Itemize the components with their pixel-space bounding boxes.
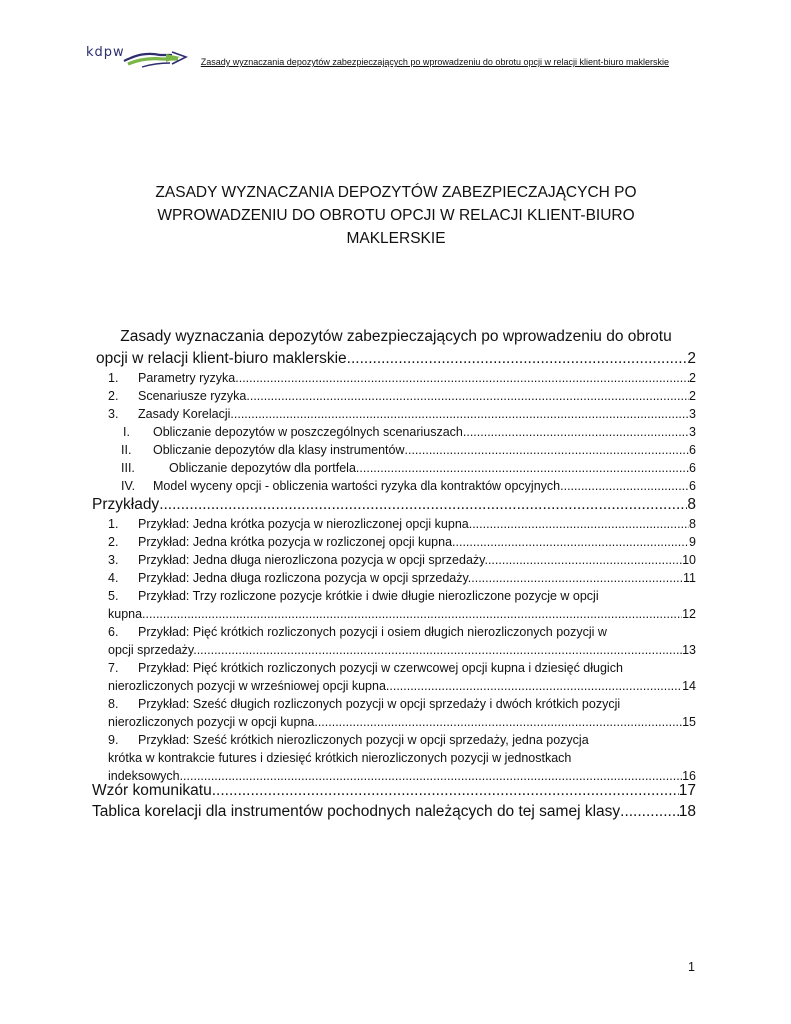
toc-entry-number: 6. <box>108 625 119 639</box>
dot-leader <box>472 517 689 531</box>
toc-entry-number: III. <box>121 461 135 475</box>
toc-entry-number: 3. <box>108 407 119 421</box>
toc-example-entry[interactable] <box>0 571 791 589</box>
toc-entry-text: Obliczanie depozytów w poszczególnych scenariuszach <box>153 425 463 439</box>
kdpw-logo <box>86 44 190 72</box>
toc-entry[interactable] <box>0 389 791 407</box>
toc-example-entry[interactable] <box>0 553 791 571</box>
toc-example-entry[interactable] <box>0 535 791 553</box>
toc-entry-line <box>108 769 696 783</box>
toc-entry-text: nierozliczonych pozycji w opcji kupna. <box>108 715 318 729</box>
toc-entry-line <box>138 517 696 531</box>
dot-leader <box>620 803 679 823</box>
document-title <box>96 181 696 250</box>
toc-entry-number: I. <box>123 425 130 439</box>
toc-entry-line <box>138 553 696 567</box>
toc-entry-number: 8. <box>108 697 119 711</box>
toc-example-entry[interactable] <box>0 625 791 661</box>
toc-entry-main-line2[interactable] <box>96 350 696 370</box>
dot-leader <box>471 571 683 585</box>
dot-leader <box>456 535 690 549</box>
toc-entry-line <box>138 571 696 585</box>
toc-entry-number: 7. <box>108 661 119 675</box>
toc-entry-text: Przykład: Jedna długa nierozliczona pozycja w opcji sprzedaży. <box>138 553 488 567</box>
toc-entry-text: opcji sprzedaży. <box>108 643 197 657</box>
toc-page-number: 13 <box>682 643 696 657</box>
toc-entry-line <box>108 643 696 657</box>
running-header: Zasady wyznaczania depozytów zabezpieczających po wprowadzeniu do obrotu opcji w relacji klient-biuro maklerskie <box>200 57 669 67</box>
toc-entry-template[interactable] <box>92 782 696 802</box>
toc-entry-number: 9. <box>108 733 119 747</box>
toc-entry-correlation-table[interactable] <box>92 803 696 823</box>
toc-entry[interactable] <box>0 371 791 389</box>
toc-page-number: 16 <box>682 769 696 783</box>
toc-entry-number: 5. <box>108 589 119 603</box>
toc-entry-text: nierozliczonych pozycji w wrześniowej opcji kupna. <box>108 679 390 693</box>
toc-subentry[interactable] <box>0 461 791 479</box>
toc-entry-text: Wzór komunikatu <box>92 782 212 799</box>
toc-entry-line <box>169 461 696 475</box>
dot-leader <box>405 443 690 457</box>
toc-entry-text: Przykład: Trzy rozliczone pozycje krótkie i dwie długie nierozliczone pozycje w opcji <box>138 589 599 603</box>
toc-subentry[interactable] <box>0 425 791 443</box>
toc-entry-text: Przykład: Pięć krótkich rozliczonych pozycji i osiem długich nierozliczonych pozycji w <box>138 625 607 639</box>
title-line: WPROWADZENIU DO OBROTU OPCJI W RELACJI KLIENT-BIURO <box>157 207 635 224</box>
toc-entry-number: 4. <box>108 571 119 585</box>
toc-example-entry[interactable] <box>0 589 791 625</box>
dot-leader <box>389 679 682 693</box>
dot-leader <box>318 715 682 729</box>
toc-example-entry[interactable] <box>0 697 791 733</box>
toc-page-number: 3 <box>689 407 696 421</box>
toc-entry-text: Obliczanie depozytów dla portfela <box>169 461 356 475</box>
toc-entry-line <box>138 371 696 385</box>
toc-entry-line <box>153 443 696 457</box>
toc-entry-text: kupna. <box>108 607 146 621</box>
dot-leader <box>197 643 682 657</box>
page-number: 1 <box>688 960 695 974</box>
toc-entry-text: opcji w relacji klient-biuro maklerskie <box>96 350 347 367</box>
toc-entry-line <box>138 389 696 403</box>
toc-entry-text: Scenariusze ryzyka <box>138 389 247 403</box>
toc-entry-text: Zasady wyznaczania depozytów zabezpieczających po wprowadzeniu do obrotu <box>120 328 672 345</box>
toc-entry-line <box>108 679 696 693</box>
toc-entry-number: 2. <box>108 535 119 549</box>
toc-page-number: 8 <box>689 517 696 531</box>
toc-entry-number: 3. <box>108 553 119 567</box>
toc-page-number: 9 <box>689 535 696 549</box>
toc-page-number: 3 <box>689 425 696 439</box>
dot-leader <box>159 496 687 516</box>
toc-entry-text: Tablica korelacji dla instrumentów pochodnych należących do tej samej klasy <box>92 803 621 820</box>
toc-page-number: 12 <box>682 607 696 621</box>
dot-leader <box>212 782 679 802</box>
dot-leader <box>463 425 689 439</box>
toc-entry-text: Zasady Korelacji <box>138 407 231 421</box>
toc-entry-line <box>108 715 696 729</box>
toc-page-number: 11 <box>683 571 696 585</box>
toc-entry-text: Model wyceny opcji - obliczenia wartości ryzyka dla kontraktów opcyjnych <box>153 479 561 493</box>
toc-example-entry[interactable] <box>0 661 791 697</box>
toc-entry-text: krótka w kontrakcie futures i dziesięć krótkich nierozliczonych pozycji w jednostkach <box>108 751 572 765</box>
toc-subentry[interactable] <box>0 443 791 461</box>
dot-leader <box>560 479 689 493</box>
toc-page-number: 8 <box>687 496 696 513</box>
dot-leader <box>235 371 689 385</box>
toc-entry-text: Obliczanie depozytów dla klasy instrumentów <box>153 443 405 457</box>
toc-page-number: 15 <box>682 715 696 729</box>
toc-entry-text: Przykład: Sześć krótkich nierozliczonych pozycji w opcji sprzedaży, jedna pozycja <box>138 733 589 747</box>
dot-leader <box>246 389 689 403</box>
toc-entry-text: Przykład: Sześć długich rozliczonych pozycji w opcji sprzedaży i dwóch krótkich pozycji <box>138 697 621 711</box>
toc-subentry[interactable] <box>0 479 791 497</box>
title-line: ZASADY WYZNACZANIA DEPOZYTÓW ZABEZPIECZAJĄCYCH PO <box>155 184 637 201</box>
toc-entry-line <box>138 407 696 421</box>
toc-entry-text: Przykład: Jedna krótka pozycja w nierozliczonej opcji kupna. <box>138 517 473 531</box>
dot-leader <box>146 607 683 621</box>
toc-page-number: 17 <box>678 782 696 799</box>
toc-page-number: 2 <box>689 389 696 403</box>
toc-entry-number: 1. <box>108 517 119 531</box>
dot-leader <box>488 553 682 567</box>
toc-entry-number: 2. <box>108 389 119 403</box>
toc-entry-number: II. <box>121 443 132 457</box>
toc-entry-examples[interactable] <box>92 496 696 516</box>
toc-page-number: 6 <box>689 479 696 493</box>
toc-entry-text: Przykłady <box>92 496 160 513</box>
toc-example-entry[interactable] <box>0 733 791 787</box>
toc-page-number: 18 <box>678 803 696 820</box>
toc-entry-text: Parametry ryzyka <box>138 371 236 385</box>
dot-leader <box>230 407 689 421</box>
dot-leader <box>183 769 682 783</box>
toc-entry-text: Przykład: Pięć krótkich rozliczonych pozycji w czerwcowej opcji kupna i dziesięć długich <box>138 661 623 675</box>
toc-entry-line <box>153 425 696 439</box>
logo-mark-icon <box>122 46 188 70</box>
toc-page-number: 6 <box>689 443 696 457</box>
toc-example-entry[interactable] <box>0 517 791 535</box>
dot-leader <box>356 461 689 475</box>
toc-page-number: 2 <box>689 371 696 385</box>
dot-leader <box>347 350 688 370</box>
toc-entry-text: Przykład: Jedna długa rozliczona pozycja w opcji sprzedaży. <box>138 571 472 585</box>
toc-entry-text: indeksowych. <box>108 769 184 783</box>
toc-entry-number: 1. <box>108 371 119 385</box>
toc-entry-line <box>138 535 696 549</box>
logo-text: kdpw <box>86 45 125 60</box>
toc-page-number: 6 <box>689 461 696 475</box>
title-line: MAKLERSKIE <box>346 230 446 247</box>
toc-page-number: 14 <box>682 679 696 693</box>
toc-entry[interactable] <box>0 407 791 425</box>
toc-entry-line <box>153 479 696 493</box>
toc-entry-text: Przykład: Jedna krótka pozycja w rozliczonej opcji kupna. <box>138 535 456 549</box>
toc-page-number: 2 <box>687 350 696 367</box>
toc-page-number: 10 <box>682 553 696 567</box>
toc-entry-line <box>108 607 696 621</box>
toc-entry-main-line1[interactable] <box>96 328 696 348</box>
toc-entry-number: IV. <box>121 479 136 493</box>
